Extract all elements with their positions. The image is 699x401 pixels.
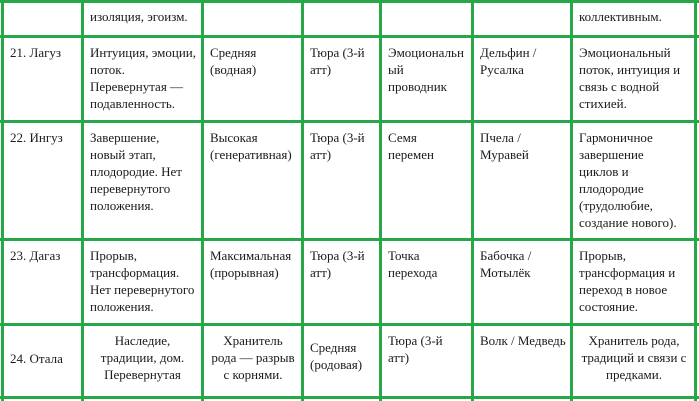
table-cell-level: Тюра (3-й атт) xyxy=(310,248,365,280)
table-row-divider xyxy=(0,120,699,123)
table-border-bottom xyxy=(0,396,699,399)
table-cell-summary: Эмоциональный поток, интуиция и связь с водной стихией. xyxy=(579,45,681,111)
table-cell-summary: коллективным. xyxy=(579,9,662,24)
table-cell-role: Эмоциональн ый проводник xyxy=(388,45,464,94)
table-cell-animal: Пчела / Муравей xyxy=(480,130,529,162)
table-row-divider xyxy=(0,35,699,38)
table-col-divider xyxy=(81,0,84,401)
table-cell-role: Семя перемен xyxy=(388,130,434,162)
table-col-divider xyxy=(379,0,382,401)
table-cell-summary: Гармоничное завершение циклов и плодородие (трудолюбие, создание нового). xyxy=(579,130,677,230)
table-col-divider xyxy=(570,0,573,401)
table-cell-summary: Хранитель рода, традиций и связи с предками. xyxy=(581,333,687,382)
table-col-divider xyxy=(201,0,204,401)
table-cell-summary: Прорыв, трансформация и переход в новое состояние. xyxy=(579,248,676,314)
table-cell-rune: 21. Лагуз xyxy=(10,45,62,60)
table-cell-meaning: Интуиция, эмоции, поток. Перевернутая — подавленность. xyxy=(90,45,197,111)
table-cell-energy: Хранитель рода — разрыв с корнями. xyxy=(211,333,295,382)
table-cell-energy: Высокая (генеративная) xyxy=(210,130,292,162)
table-cell-animal: Бабочка / Мотылёк xyxy=(480,248,532,280)
table-cell-rune: 23. Дагаз xyxy=(10,248,61,263)
table-border-right xyxy=(694,0,697,401)
table-cell-animal: Дельфин / Русалка xyxy=(480,45,537,77)
table-cell-meaning: Наследие, традиции, дом. Перевернутая xyxy=(100,333,185,382)
table-cell-role: Точка перехода xyxy=(388,248,438,280)
table-cell-rune: 24. Отала xyxy=(10,351,63,366)
table-border-top xyxy=(0,0,699,3)
table-cell-energy: Максимальная (прорывная) xyxy=(210,248,292,280)
table-cell-energy: Средняя (водная) xyxy=(210,45,257,77)
table-cell-animal: Волк / Медведь xyxy=(480,333,566,348)
table-cell-meaning: Прорыв, трансформация. Нет перевернутого положения. xyxy=(90,248,195,314)
table-col-divider xyxy=(301,0,304,401)
table-col-divider xyxy=(471,0,474,401)
table-cell-level: Тюра (3-й атт) xyxy=(310,130,365,162)
table-cell-level: Тюра (3-й атт) xyxy=(310,45,365,77)
table-cell-meaning: Завершение, новый этап, плодородие. Нет перевернутого положения. xyxy=(90,130,182,213)
table-cell-meaning: изоляция, эгоизм. xyxy=(90,9,188,24)
table-cell-rune: 22. Ингуз xyxy=(10,130,63,145)
table-cell-role: Тюра (3-й атт) xyxy=(388,333,443,365)
table-row-divider xyxy=(0,238,699,241)
table-row-divider xyxy=(0,323,699,326)
table-col-divider xyxy=(1,0,4,401)
table-cell-level: Средняя (родовая) xyxy=(310,340,363,372)
